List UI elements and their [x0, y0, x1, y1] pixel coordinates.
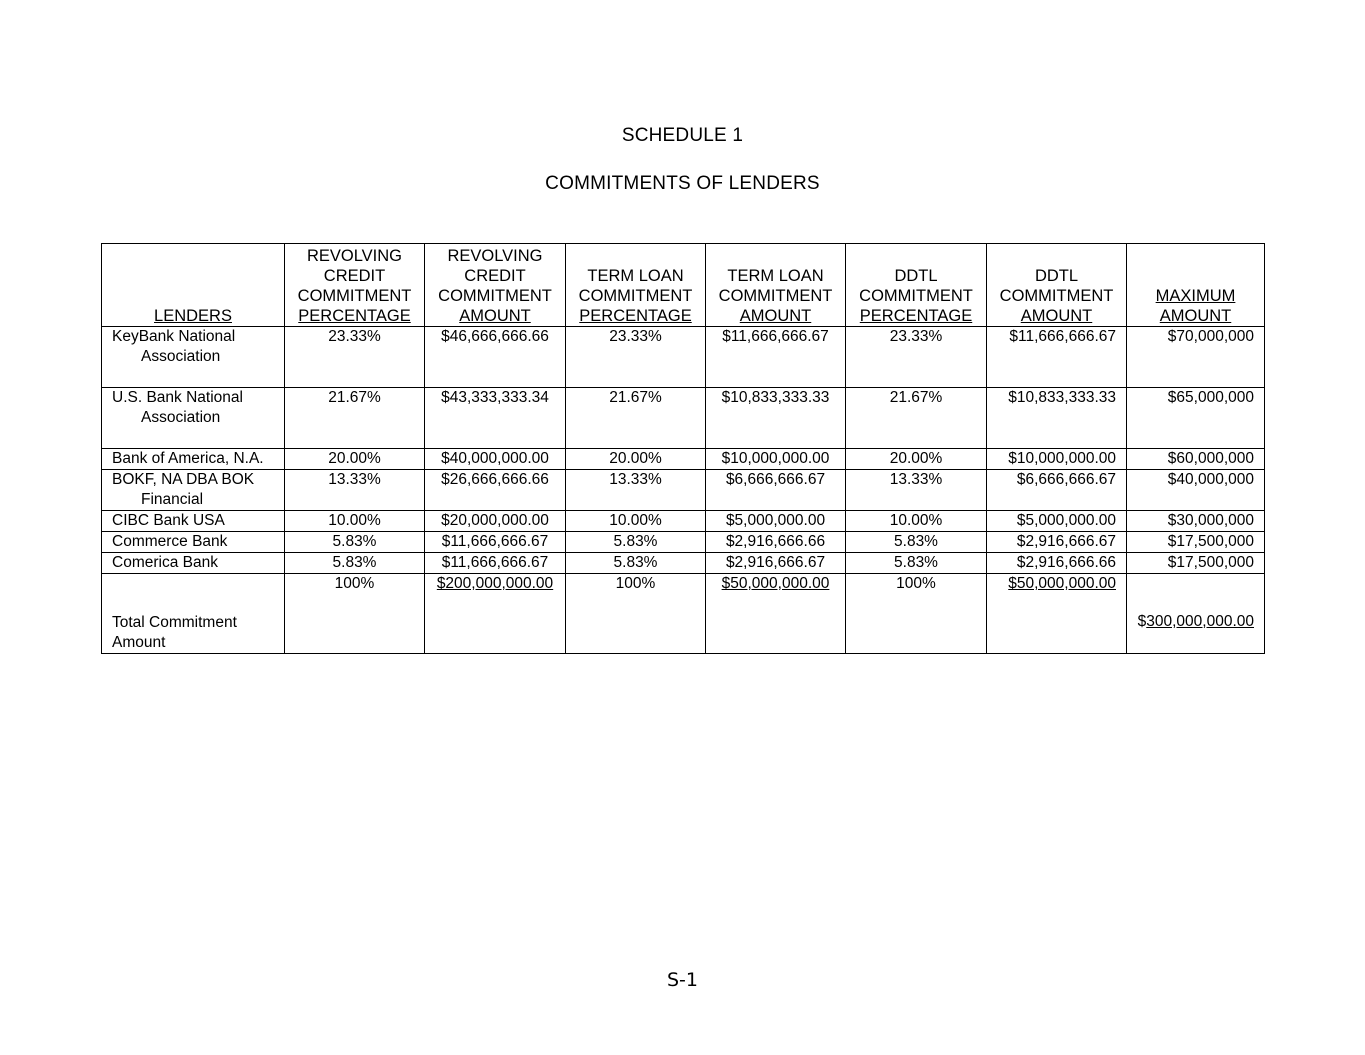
maximum-amount-cell: $70,000,000	[1127, 327, 1265, 388]
table-row	[102, 388, 1265, 449]
term-loan-amount-cell: $11,666,666.67	[706, 327, 846, 388]
schedule-title: SCHEDULE 1	[621, 125, 744, 146]
ddtl-amount-cell: $10,000,000.00	[987, 449, 1127, 470]
revolving-amount-cell: $11,666,666.67	[425, 532, 566, 553]
schedule-subtitle: COMMITMENTS OF LENDERS	[545, 173, 820, 194]
maximum-amount-cell: $40,000,000	[1127, 470, 1265, 511]
term-loan-pct-cell: 21.67%	[566, 388, 706, 449]
revolving-pct-cell: 13.33%	[285, 470, 425, 511]
total-revolving-amount: $200,000,000.00	[425, 574, 566, 654]
revolving-pct-cell: 10.00%	[285, 511, 425, 532]
total-row	[102, 574, 1265, 654]
header-term-loan-pct: TERM LOAN COMMITMENT PERCENTAGE	[566, 244, 706, 327]
maximum-amount-cell: $65,000,000	[1127, 388, 1265, 449]
lender-name: Comerica Bank	[102, 553, 285, 574]
maximum-amount-cell: $17,500,000	[1127, 553, 1265, 574]
header-ddtl-pct: DDTL COMMITMENT PERCENTAGE	[846, 244, 987, 327]
page-number: S-1	[666, 969, 698, 991]
term-loan-amount-cell: $5,000,000.00	[706, 511, 846, 532]
lender-name: CIBC Bank USA	[102, 511, 285, 532]
revolving-pct-cell: 5.83%	[285, 553, 425, 574]
lender-name: Bank of America, N.A.	[102, 449, 285, 470]
ddtl-pct-cell: 20.00%	[846, 449, 987, 470]
ddtl-amount-cell: $5,000,000.00	[987, 511, 1127, 532]
term-loan-amount-cell: $10,000,000.00	[706, 449, 846, 470]
commitments-table	[101, 243, 1265, 654]
total-ddtl-amount: $50,000,000.00	[987, 574, 1127, 654]
term-loan-pct-cell: 23.33%	[566, 327, 706, 388]
term-loan-amount-cell: $6,666,666.67	[706, 470, 846, 511]
ddtl-amount-cell: $2,916,666.66	[987, 553, 1127, 574]
revolving-pct-cell: 23.33%	[285, 327, 425, 388]
revolving-amount-cell: $20,000,000.00	[425, 511, 566, 532]
revolving-pct-cell: 21.67%	[285, 388, 425, 449]
term-loan-pct-cell: 10.00%	[566, 511, 706, 532]
header-revolving-amount: REVOLVING CREDIT COMMITMENT AMOUNT	[425, 244, 566, 327]
ddtl-pct-cell: 10.00%	[846, 511, 987, 532]
ddtl-pct-cell: 5.83%	[846, 532, 987, 553]
revolving-amount-cell: $26,666,666.66	[425, 470, 566, 511]
ddtl-amount-cell: $11,666,666.67	[987, 327, 1127, 388]
term-loan-pct-cell: 5.83%	[566, 553, 706, 574]
ddtl-pct-cell: 23.33%	[846, 327, 987, 388]
total-term-loan-pct: 100%	[566, 574, 706, 654]
table-row	[102, 327, 1265, 388]
term-loan-pct-cell: 5.83%	[566, 532, 706, 553]
header-maximum-amount: MAXIMUM AMOUNT	[1127, 244, 1265, 327]
term-loan-pct-cell: 13.33%	[566, 470, 706, 511]
header-lenders: LENDERS	[102, 244, 285, 327]
revolving-amount-cell: $43,333,333.34	[425, 388, 566, 449]
table-row	[102, 553, 1265, 574]
table-row	[102, 511, 1265, 532]
maximum-amount-cell: $30,000,000	[1127, 511, 1265, 532]
lender-name: Commerce Bank	[102, 532, 285, 553]
term-loan-amount-cell: $10,833,333.33	[706, 388, 846, 449]
maximum-amount-cell: $17,500,000	[1127, 532, 1265, 553]
ddtl-amount-cell: $6,666,666.67	[987, 470, 1127, 511]
table-row	[102, 470, 1265, 511]
total-maximum-amount: $300,000,000.00	[1127, 574, 1265, 654]
total-revolving-pct: 100%	[285, 574, 425, 654]
total-term-loan-amount: $50,000,000.00	[706, 574, 846, 654]
term-loan-pct-cell: 20.00%	[566, 449, 706, 470]
lender-name: U.S. Bank National Association	[102, 388, 285, 449]
ddtl-amount-cell: $10,833,333.33	[987, 388, 1127, 449]
header-ddtl-amount: DDTL COMMITMENT AMOUNT	[987, 244, 1127, 327]
ddtl-pct-cell: 21.67%	[846, 388, 987, 449]
revolving-amount-cell: $11,666,666.67	[425, 553, 566, 574]
term-loan-amount-cell: $2,916,666.67	[706, 553, 846, 574]
revolving-pct-cell: 20.00%	[285, 449, 425, 470]
lender-name: BOKF, NA DBA BOK Financial	[102, 470, 285, 511]
total-label: Total Commitment Amount	[102, 574, 285, 654]
lender-name: KeyBank National Association	[102, 327, 285, 388]
revolving-amount-cell: $40,000,000.00	[425, 449, 566, 470]
revolving-pct-cell: 5.83%	[285, 532, 425, 553]
revolving-amount-cell: $46,666,666.66	[425, 327, 566, 388]
header-revolving-pct: REVOLVING CREDIT COMMITMENT PERCENTAGE	[285, 244, 425, 327]
table-row	[102, 532, 1265, 553]
ddtl-amount-cell: $2,916,666.67	[987, 532, 1127, 553]
header-term-loan-amount: TERM LOAN COMMITMENT AMOUNT	[706, 244, 846, 327]
ddtl-pct-cell: 5.83%	[846, 553, 987, 574]
table-header-row	[102, 244, 1265, 327]
ddtl-pct-cell: 13.33%	[846, 470, 987, 511]
maximum-amount-cell: $60,000,000	[1127, 449, 1265, 470]
total-ddtl-pct: 100%	[846, 574, 987, 654]
table-row	[102, 449, 1265, 470]
term-loan-amount-cell: $2,916,666.66	[706, 532, 846, 553]
